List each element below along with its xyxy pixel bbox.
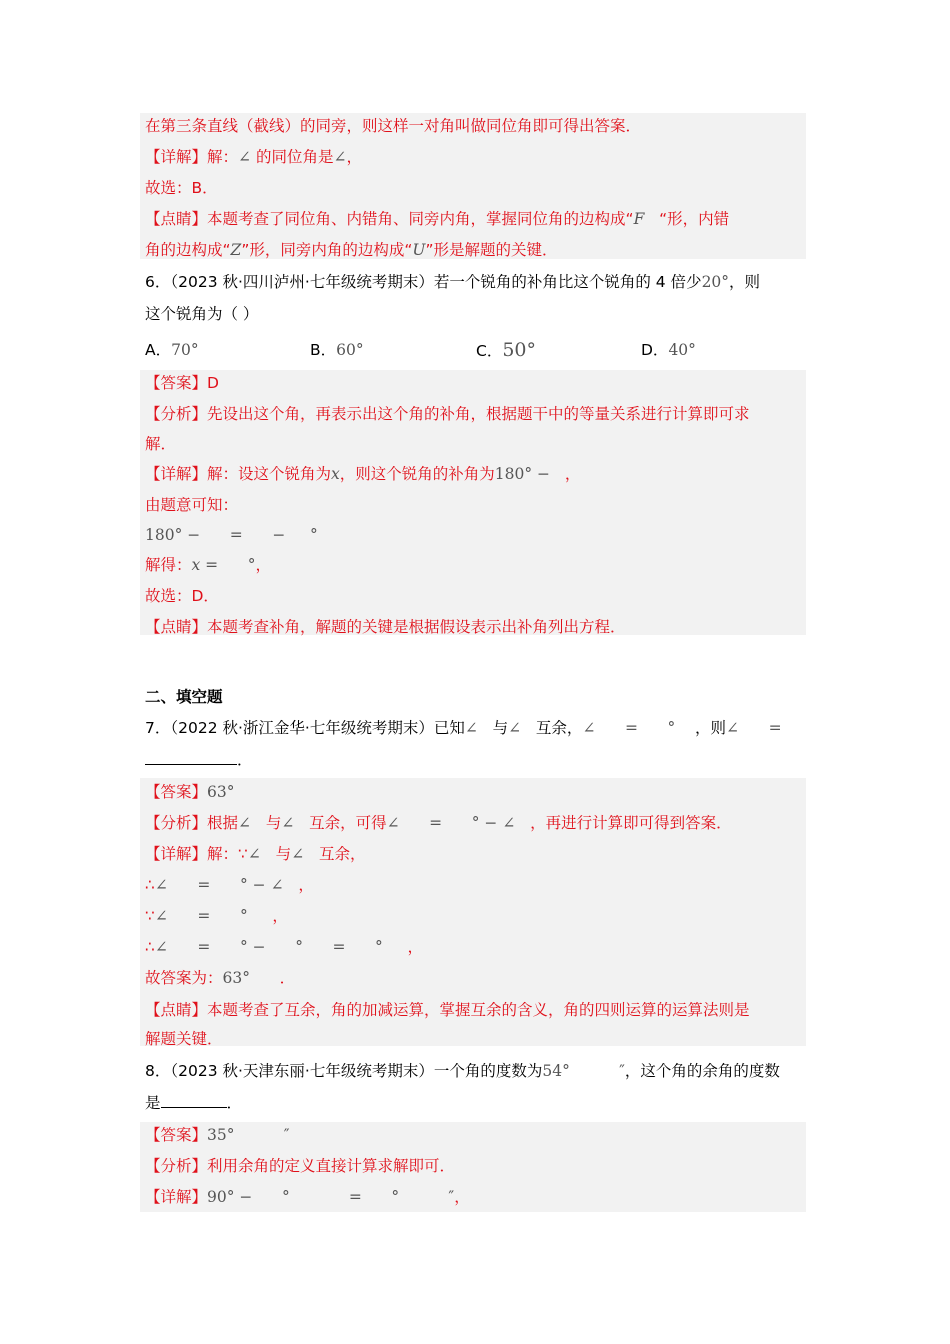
q7-analysis: 【分析】根据∠ 与∠ 互余，可得∠ = ° − ∠ ，再进行计算即可得到答案． <box>145 814 732 832</box>
q8-stem-line2: 是 ． <box>145 1091 242 1115</box>
q6-choose: 故选：D． <box>145 587 219 605</box>
q7-final: 故答案为：63° ． <box>145 969 296 987</box>
q8-analysis: 【分析】利用余角的定义直接计算求解即可． <box>145 1157 456 1175</box>
q7-point-line1: 【点睛】本题考查了互余，角的加减运算，掌握互余的含义，角的四则运算的运算法则是 <box>145 1001 750 1019</box>
q6-stem-line1: 6．（2023 秋·四川泸州·七年级统考期末）若一个锐角的补角比这个锐角的 4 倍少20°，则 <box>145 273 761 291</box>
q6-option-d: D．40° <box>641 341 696 359</box>
q6-solve: 解得：x = °， <box>145 556 271 574</box>
q5-continuation: 在第三条直线（截线）的同旁，则这样一对角叫做同位角即可得出答案． <box>145 117 642 135</box>
q8-answer-blank[interactable] <box>161 1091 227 1108</box>
q6-option-c: C．50° <box>476 339 537 361</box>
q5-detail: 【详解】解：∠ 的同位角是∠， <box>145 148 362 166</box>
q6-stem-line2: 这个锐角为（ ） <box>145 305 259 323</box>
q8-answer: 【答案】35° ″ <box>145 1126 290 1144</box>
q8-detail: 【详解】90° − ° = ° ″， <box>145 1188 470 1206</box>
q7-step1: ∴∠ = ° − ∠ ， <box>145 876 314 894</box>
q7-stem-line1: 7．（2022 秋·浙江金华·七年级统考期末）已知∠ 与∠ 互余，∠ = ° ，则∠ = <box>145 719 782 737</box>
q7-step3: ∴∠ = ° − ° = ° ， <box>145 938 423 956</box>
q6-equation: 180° − = − ° <box>145 526 318 544</box>
q7-answer: 【答案】63° <box>145 783 235 801</box>
q7-step2: ∵∠ = ° ， <box>145 907 288 925</box>
q7-stem-line2: ． <box>145 748 253 772</box>
q8-stem-line1: 8．（2023 秋·天津东丽·七年级统考期末）一个角的度数为54° ″，这个角的余角的度数 <box>145 1062 780 1080</box>
q6-option-b: B．60° <box>310 341 364 359</box>
q6-point: 【点睛】本题考查补角，解题的关键是根据假设表示出补角列出方程． <box>145 618 626 636</box>
q7-point-line2: 解题关键． <box>145 1030 223 1048</box>
q6-analysis-line1: 【分析】先设出这个角，再表示出这个角的补角，根据题干中的等量关系进行计算即可求 <box>145 405 750 423</box>
q6-detail: 【详解】解：设这个锐角为x，则这个锐角的补角为180° − ， <box>145 465 581 483</box>
q6-answer: 【答案】D <box>145 374 219 392</box>
q6-given: 由题意可知： <box>145 496 239 514</box>
q6-analysis-line2: 解． <box>145 435 177 453</box>
q5-point-line1: 【点睛】本题考查了同位角、内错角、同旁内角，掌握同位角的边构成“F “形，内错 <box>145 210 730 228</box>
section-heading: 二、填空题 <box>145 688 223 706</box>
q7-detail: 【详解】解：∵∠ 与∠ 互余， <box>145 845 366 863</box>
q6-option-a: A．70° <box>145 341 199 359</box>
q5-point-line2: 角的边构成“Z”形，同旁内角的边构成“U”形是解题的关键． <box>145 241 558 259</box>
q7-answer-blank[interactable] <box>145 748 237 765</box>
q5-choose: 故选：B． <box>145 179 218 197</box>
